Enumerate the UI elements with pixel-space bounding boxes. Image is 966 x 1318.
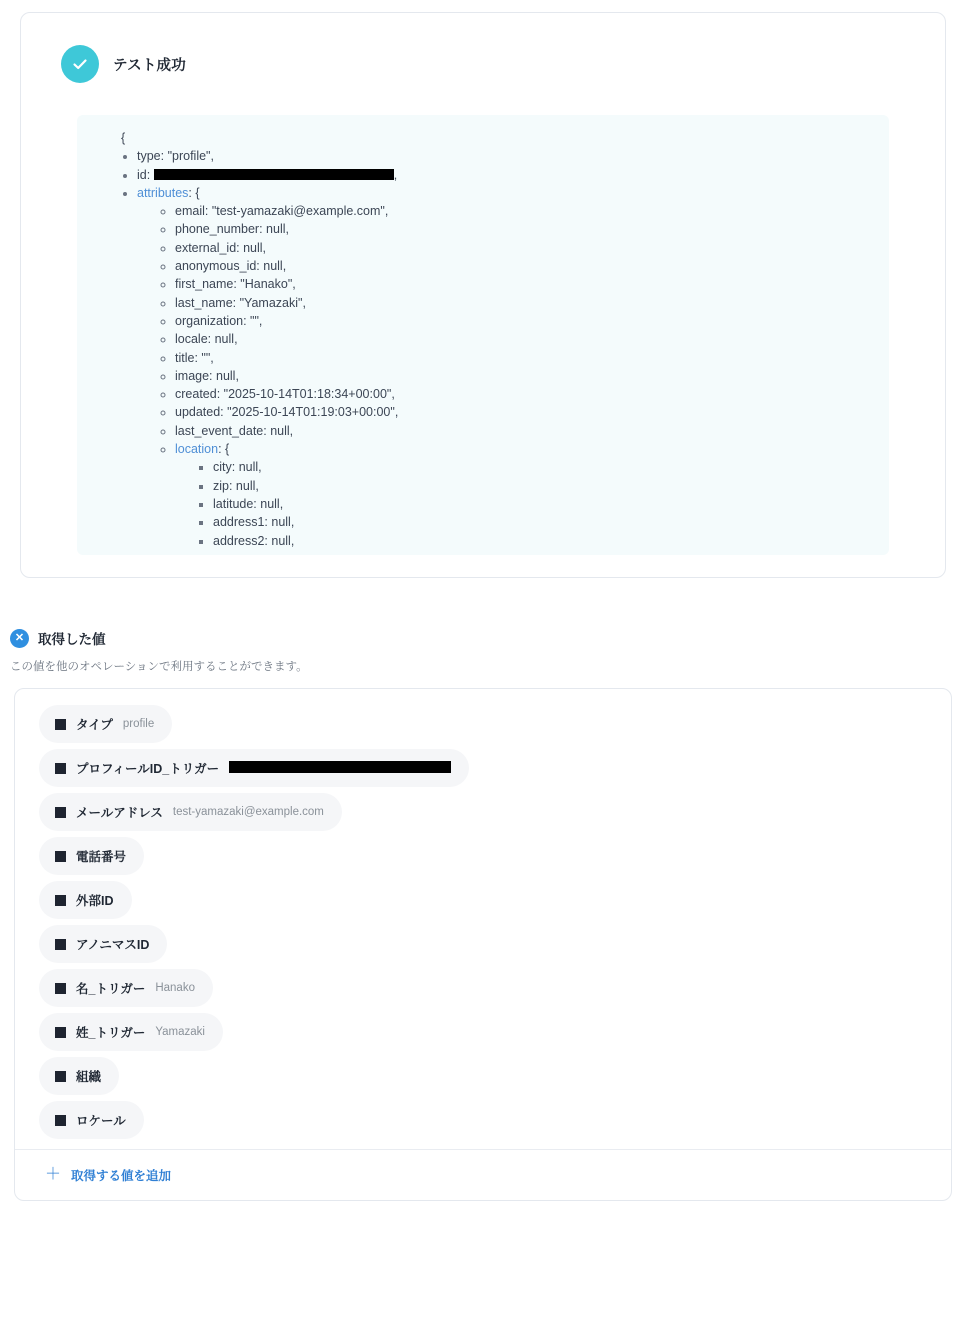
json-output-panel[interactable] [77, 115, 889, 555]
close-icon: ✕ [10, 629, 29, 648]
add-captured-value-label: 取得する値を追加 [71, 1169, 172, 1183]
json-line: ◦ last_event_date: null, [175, 422, 871, 440]
captured-value-label: 姓_トリガー [76, 1026, 146, 1040]
captured-value-value: Yamazaki [155, 1026, 205, 1038]
json-key[interactable]: attributes [137, 185, 189, 200]
square-handle-icon[interactable] [55, 939, 66, 950]
captured-value-chip[interactable] [39, 749, 469, 787]
json-line: ◦ image: null, [175, 367, 871, 385]
captured-value-row [15, 705, 951, 749]
json-line: • id: , [137, 166, 871, 184]
captured-value-label: タイプ [76, 718, 113, 732]
test-result-card [20, 12, 946, 578]
redacted-value [154, 169, 394, 180]
captured-value-chip[interactable] [39, 1057, 119, 1095]
json-output-body [95, 129, 871, 550]
captured-value-label: 組織 [76, 1070, 102, 1084]
captured-value-label: ロケール [76, 1114, 126, 1128]
json-line: ◦ first_name: "Hanako", [175, 275, 871, 293]
captured-value-row [15, 1057, 951, 1101]
captured-value-label: メールアドレス [76, 806, 163, 820]
captured-value-row [15, 793, 951, 837]
captured-value-value: test-yamazaki@example.com [172, 806, 324, 818]
captured-value-chip[interactable] [39, 1101, 144, 1139]
json-line: ◦ location: { ▪ city: null, ▪ zip: null, ▪ latitude: null, ▪ address1: null, ▪ address2: null, [175, 440, 871, 550]
captured-value-row [15, 969, 951, 1013]
captured-values-header [10, 628, 966, 648]
captured-value-row [15, 749, 951, 793]
square-handle-icon[interactable] [55, 807, 66, 818]
json-line: ◦ updated: "2025-10-14T01:19:03+00:00", [175, 403, 871, 421]
test-result-header [39, 31, 927, 93]
json-line: ◦ locale: null, [175, 330, 871, 348]
json-line: • attributes: { ◦ email: "test-yamazaki@example.com", ◦ phone_number: null, ◦ external_id: null, ◦ anonymous_id: null, ◦ first_name: "Hanako", ◦ last_name: "Yamazaki", ◦ organization: "", ◦ locale: null, ◦ title: "", ◦ image: null, ◦ created: "2025-10-14T01:18:34+00:00", ◦ updated: "2025-10-14T01:19:03+00:00", ◦ last_event_date: null, ◦ location: { ▪ city: null, ▪ zip: null, ▪ latitude: null, ▪ address1: null, ▪ address2: null, [137, 184, 871, 550]
json-line: ▪ address2: null, [213, 532, 871, 550]
json-line: ◦ anonymous_id: null, [175, 257, 871, 275]
captured-value-label: プロフィールID_トリガー [76, 762, 220, 776]
json-line: ◦ phone_number: null, [175, 220, 871, 238]
captured-value-chip[interactable] [39, 705, 172, 743]
json-line: ▪ address1: null, [213, 513, 871, 531]
captured-value-row [15, 1101, 951, 1145]
json-key[interactable]: location [175, 442, 219, 457]
captured-value-chip[interactable] [39, 837, 144, 875]
captured-value-value: profile [122, 718, 155, 730]
json-open-brace: { [121, 131, 126, 145]
json-line: ◦ title: "", [175, 349, 871, 367]
captured-value-chip[interactable] [39, 925, 167, 963]
captured-value-chip[interactable] [39, 793, 342, 831]
captured-value-row [15, 925, 951, 969]
json-line: ◦ organization: "", [175, 312, 871, 330]
captured-value-row [15, 837, 951, 881]
captured-value-row [15, 1013, 951, 1057]
plus-icon: ＋ [45, 1166, 62, 1183]
json-line: • type: "profile", [137, 147, 871, 165]
square-handle-icon[interactable] [55, 851, 66, 862]
add-captured-value-button[interactable] [45, 1166, 171, 1184]
test-result-title: テスト成功 [113, 57, 186, 74]
square-handle-icon[interactable] [55, 719, 66, 730]
captured-value-label: 外部ID [76, 894, 114, 908]
captured-value-label: 名_トリガー [76, 982, 146, 996]
captured-value-chip[interactable] [39, 881, 132, 919]
square-handle-icon[interactable] [55, 895, 66, 906]
json-line: ◦ last_name: "Yamazaki", [175, 294, 871, 312]
square-handle-icon[interactable] [55, 763, 66, 774]
json-line: ▪ latitude: null, [213, 495, 871, 513]
captured-value-row [15, 881, 951, 925]
captured-values-footer [15, 1149, 951, 1200]
redacted-value [229, 761, 451, 773]
json-tree [95, 147, 871, 550]
captured-values-list [15, 689, 951, 1149]
captured-value-chip[interactable] [39, 1013, 223, 1051]
square-handle-icon[interactable] [55, 983, 66, 994]
json-line: ◦ email: "test-yamazaki@example.com", [175, 202, 871, 220]
captured-value-label: 電話番号 [76, 850, 127, 864]
square-handle-icon[interactable] [55, 1027, 66, 1038]
captured-value-value [229, 761, 451, 775]
json-line: ▪ zip: null, [213, 477, 871, 495]
captured-value-value: Hanako [155, 982, 195, 994]
captured-value-chip[interactable] [39, 969, 213, 1007]
square-handle-icon[interactable] [55, 1115, 66, 1126]
captured-value-label: アノニマスID [76, 938, 150, 952]
captured-values-card [14, 688, 952, 1201]
captured-values-subtitle: この値を他のオペレーションで利用することができます。 [10, 661, 308, 673]
json-line: ◦ external_id: null, [175, 239, 871, 257]
json-line: ▪ city: null, [213, 458, 871, 476]
check-circle-icon [61, 45, 99, 83]
captured-values-title: 取得した値 [38, 632, 106, 647]
json-line: ◦ created: "2025-10-14T01:18:34+00:00", [175, 385, 871, 403]
square-handle-icon[interactable] [55, 1071, 66, 1082]
